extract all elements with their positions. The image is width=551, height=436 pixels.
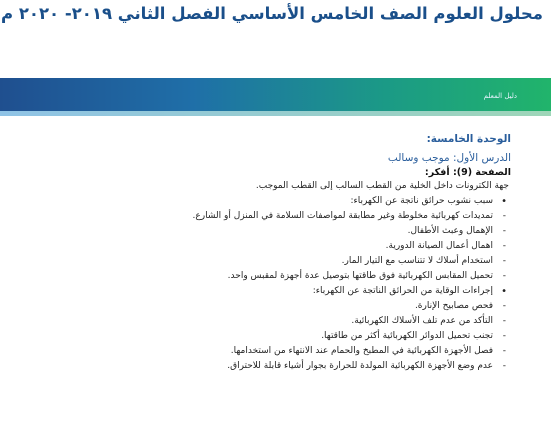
page-reference: الصفحة (9): أفكر:	[424, 167, 511, 178]
list-item: - تمديدات كهربائية مخلوطة وغير مطابقة لمواصفات السلامة في المنزل أو الشارع.	[41, 209, 511, 224]
list-item: - التأكد من عدم تلف الأسلاك الكهربائية.	[41, 314, 511, 329]
list-item: - تجنب تحميل الدوائر الكهربائية أكثر من طاقتها.	[41, 329, 511, 344]
unit-heading: الوحدة الخامسة:	[426, 133, 511, 145]
list-item: - اهمال أعمال الصيانة الدورية.	[41, 239, 511, 254]
list-item: - عدم وضع الأجهزة الكهربائية المولدة للحرارة بجوار أشياء قابلة للاحتراق.	[41, 359, 511, 374]
list-item: - استخدام أسلاك لا تتناسب مع التيار المار.	[41, 254, 511, 269]
list-item: - فصل الأجهزة الكهربائية في المطبخ والحمام عند الانتهاء من استخدامها.	[41, 344, 511, 359]
lesson-heading: الدرس الأول: موجب وسالب	[387, 152, 511, 164]
list-item: جهة الكترونات داخل الخلية من القطب السالب إلى القطب الموجب.	[255, 181, 509, 191]
bullet-heading: • سبب نشوب حرائق ناتجة عن الكهرباء:	[41, 194, 511, 209]
page-title: محلول العلوم الصف الخامس الأساسي الفصل الثاني ٢٠١٩- ٢٠٢٠ م	[1, 4, 543, 23]
list-item: - تحميل المقابس الكهربائية فوق طاقتها بتوصيل عدة أجهزة لمقبس واحد.	[41, 269, 511, 284]
list-item: - الإهمال وعبث الأطفال.	[41, 224, 511, 239]
banner-stripe	[0, 111, 551, 116]
banner-label: دليل المعلم	[483, 92, 517, 100]
list-item: - فحص مصابيح الإنارة.	[41, 299, 511, 314]
bullet-heading: • إجراءات الوقاية من الحرائق الناتجة عن الكهرباء:	[41, 284, 511, 299]
answer-lines	[41, 179, 511, 374]
header-banner	[0, 78, 551, 111]
worksheet-content	[41, 130, 511, 374]
